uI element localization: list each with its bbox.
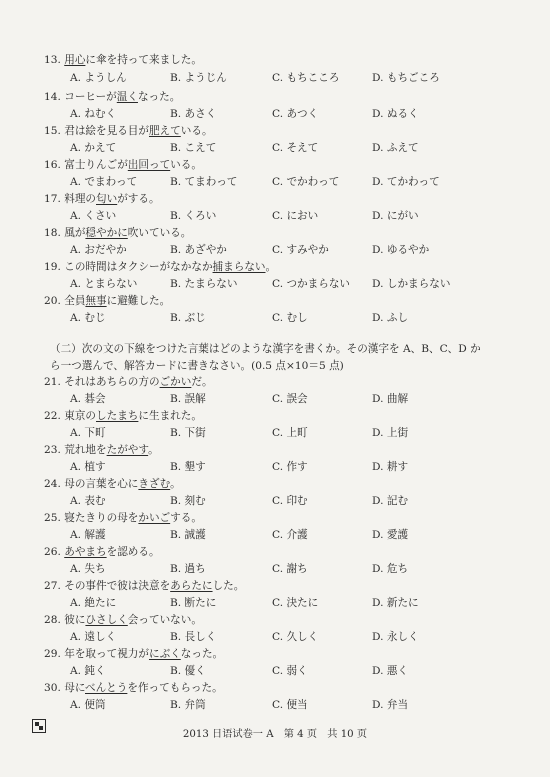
option-b: B. くろい (170, 210, 217, 222)
option-a: A. でまわって (70, 176, 138, 188)
question-18: 18. 風が穏やかに吹いている。 (44, 227, 192, 239)
option-c: C. もちこころ (272, 72, 340, 84)
options-19 (70, 277, 530, 291)
options-27 (70, 596, 530, 610)
options-25 (70, 528, 530, 542)
option-d: D. 曲解 (372, 393, 409, 405)
option-d: D. 記む (372, 495, 409, 507)
question-21: 21. それはあちらの方のごかいだ。 (44, 376, 213, 388)
options-21 (70, 392, 530, 406)
option-c: C. そえて (272, 142, 319, 154)
option-a: A. とまらない (70, 278, 138, 290)
option-d: D. ふし (372, 312, 409, 324)
options-14 (70, 107, 530, 121)
option-a: A. 表む (70, 495, 106, 507)
question-14: 14. コーヒーが温くなった。 (44, 91, 181, 103)
section-2-instructions: （二）次の文の下線をつけた言葉はどのような漢字を書くか。その漢字を A、B、C、D か ら一つ選んで、解答カードに書きなさい。(0.5 点×10＝5 点) (50, 343, 481, 372)
option-c: C. つかまらない (272, 278, 351, 290)
question-25: 25. 寝たきりの母をかいごする。 (44, 512, 202, 524)
question-20: 20. 全員無事に避難した。 (44, 295, 171, 307)
option-b: B. こえて (170, 142, 217, 154)
option-c: C. 便当 (272, 699, 308, 711)
options-20 (70, 311, 530, 325)
question-28: 28. 彼にひさしく会っていない。 (44, 614, 202, 626)
options-23 (70, 460, 530, 474)
options-24 (70, 494, 530, 508)
option-a: A. 絶たに (70, 597, 117, 609)
option-a: A. 便筒 (70, 699, 106, 711)
option-d: D. 新たに (372, 597, 419, 609)
option-d: D. ぬるく (372, 108, 419, 120)
options-26 (70, 562, 530, 576)
option-b: B. てまわって (170, 176, 238, 188)
options-30 (70, 698, 530, 712)
option-a: A. 失ち (70, 563, 106, 575)
option-c: C. 介護 (272, 529, 308, 541)
option-c: C. 弱く (272, 665, 308, 677)
options-18 (70, 243, 530, 257)
option-c: C. でかわって (272, 176, 340, 188)
question-23: 23. 荒れ地をたがやす。 (44, 444, 159, 456)
option-d: D. 愛護 (372, 529, 409, 541)
question-29: 29. 年を取って視力がにぶくなった。 (44, 648, 224, 660)
option-c: C. 作す (272, 461, 308, 473)
option-a: A. 植す (70, 461, 106, 473)
options-13 (70, 71, 530, 85)
option-c: C. 決たに (272, 597, 319, 609)
option-a: A. 下町 (70, 427, 106, 439)
option-d: D. 危ち (372, 563, 409, 575)
option-d: D. 上街 (372, 427, 409, 439)
option-c: C. におい (272, 210, 319, 222)
option-c: C. 久しく (272, 631, 319, 643)
option-b: B. たまらない (170, 278, 238, 290)
option-a: A. かえて (70, 142, 117, 154)
option-d: D. しかまらない (372, 278, 451, 290)
option-a: A. 遠しく (70, 631, 117, 643)
option-d: D. ふえて (372, 142, 419, 154)
question-26: 26. あやまちを認める。 (44, 546, 160, 558)
option-b: B. ようじん (170, 72, 227, 84)
option-a: A. むじ (70, 312, 106, 324)
options-15 (70, 141, 530, 155)
option-c: C. むし (272, 312, 308, 324)
question-30: 30. 母にべんとうを作ってもらった。 (44, 682, 223, 694)
options-16 (70, 175, 530, 189)
page-footer: 2013 日语试卷一 A 第 4 页 共 10 页 (182, 729, 368, 740)
option-b: B. 刻む (170, 495, 206, 507)
option-a: A. 鈍く (70, 665, 106, 677)
option-d: D. にがい (372, 210, 419, 222)
option-b: B. 優く (170, 665, 206, 677)
option-a: A. ねむく (70, 108, 117, 120)
option-a: A. 解護 (70, 529, 106, 541)
option-d: D. てかわって (372, 176, 440, 188)
question-13: 13. 用心に傘を持って来ました。 (44, 54, 202, 66)
option-a: A. くさい (70, 210, 117, 222)
option-b: B. ぶじ (170, 312, 206, 324)
option-b: B. 墾す (170, 461, 206, 473)
options-22 (70, 426, 530, 440)
question-24: 24. 母の言葉を心にきざむ。 (44, 478, 181, 490)
option-b: B. 誠護 (170, 529, 206, 541)
option-c: C. すみやか (272, 244, 329, 256)
option-a: A. ようしん (70, 72, 127, 84)
option-a: A. おだやか (70, 244, 127, 256)
option-b: B. 誤解 (170, 393, 206, 405)
options-29 (70, 664, 530, 678)
option-c: C. 印む (272, 495, 308, 507)
option-d: D. 耕す (372, 461, 409, 473)
option-a: A. 碁会 (70, 393, 106, 405)
question-17: 17. 料理の匂いがする。 (44, 193, 160, 205)
question-16: 16. 富士りんごが出回っている。 (44, 159, 202, 171)
option-c: C. 誤会 (272, 393, 308, 405)
option-b: B. 下街 (170, 427, 206, 439)
option-b: B. 弁筒 (170, 699, 206, 711)
question-19: 19. この時間はタクシーがなかなか捕まらない。 (44, 261, 277, 273)
option-d: D. もちごころ (372, 72, 440, 84)
option-d: D. 弁当 (372, 699, 409, 711)
option-c: C. あつく (272, 108, 319, 120)
option-d: D. ゆるやか (372, 244, 430, 256)
option-b: B. 断たに (170, 597, 217, 609)
options-28 (70, 630, 530, 644)
option-d: D. 悪く (372, 665, 409, 677)
option-d: D. 永しく (372, 631, 419, 643)
option-c: C. 上町 (272, 427, 308, 439)
option-b: B. 長しく (170, 631, 217, 643)
option-b: B. あざやか (170, 244, 227, 256)
option-c: C. 謝ち (272, 563, 308, 575)
option-b: B. あさく (170, 108, 217, 120)
option-b: B. 過ち (170, 563, 206, 575)
question-15: 15. 君は絵を見る目が肥えている。 (44, 125, 213, 137)
question-27: 27. その事件で彼は決意をあらたにした。 (44, 580, 245, 592)
options-17 (70, 209, 530, 223)
question-22: 22. 東京のしたまちに生まれた。 (44, 410, 202, 422)
